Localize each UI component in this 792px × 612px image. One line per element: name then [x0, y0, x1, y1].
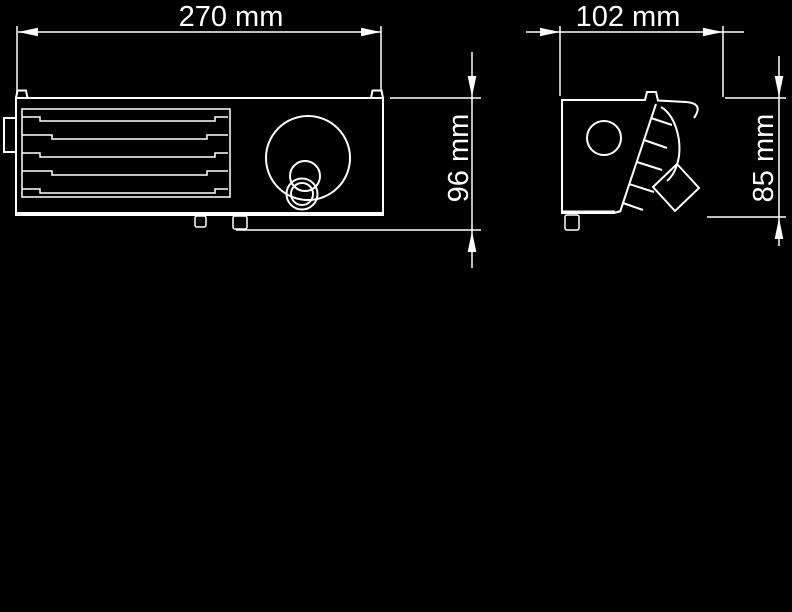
side-height-dimension-label: 85 mm — [748, 113, 780, 203]
side-width-dimension-label: 102 mm — [575, 1, 681, 33]
front-width-dimension-label: 270 mm — [178, 1, 284, 33]
front-height-dimension-label: 96 mm — [443, 113, 475, 203]
